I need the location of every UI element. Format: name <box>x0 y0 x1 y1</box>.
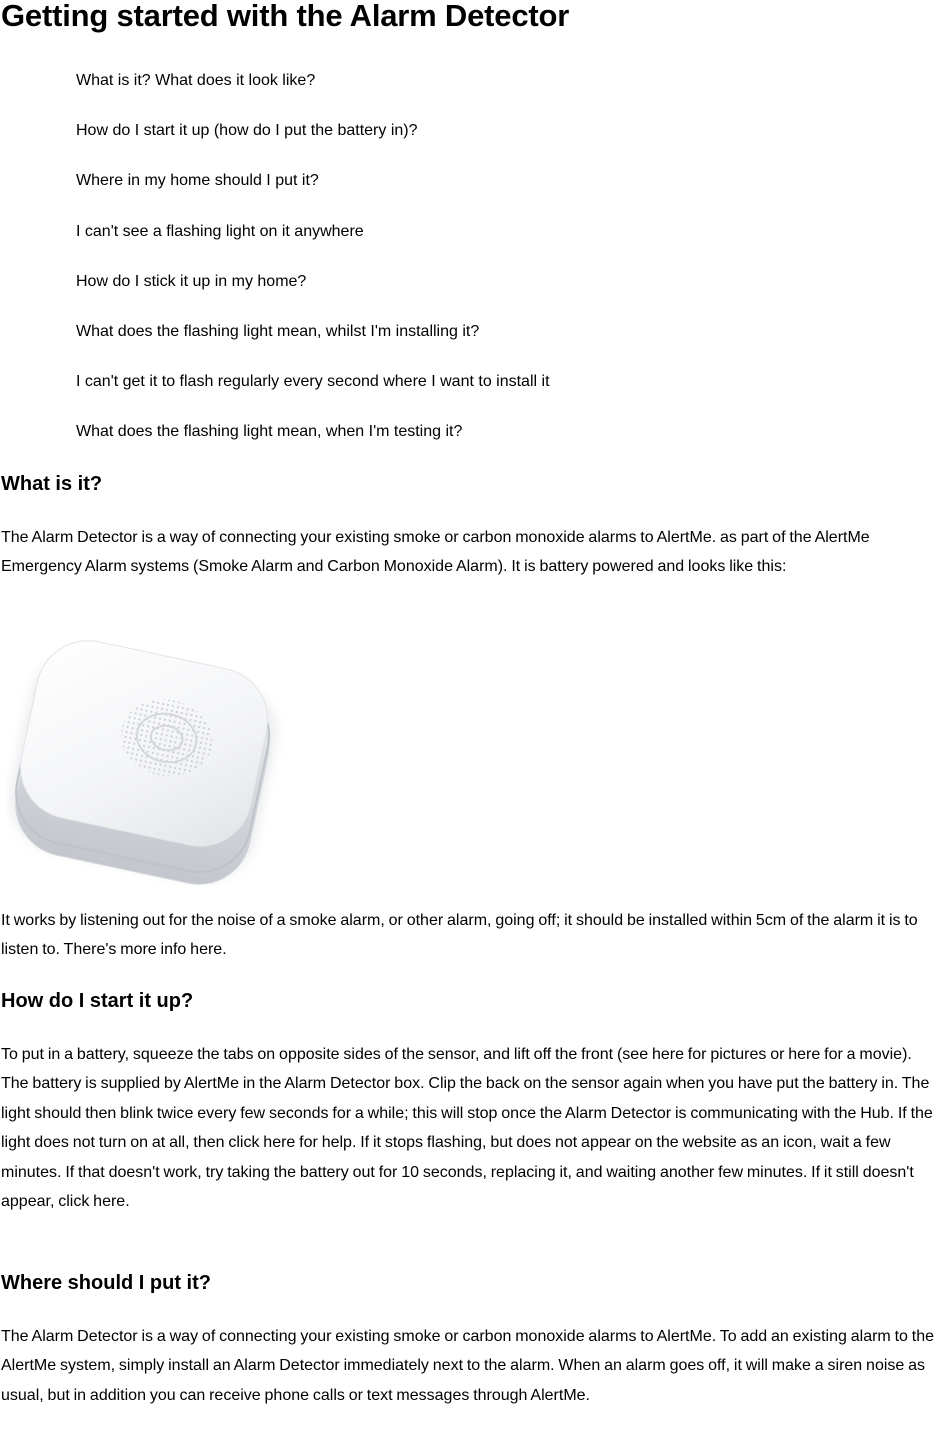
toc-item[interactable] <box>76 168 550 218</box>
toc-item[interactable] <box>76 369 550 419</box>
section-paragraph: It works by listening out for the noise of a smoke alarm, or other alarm, going off; it should be installed within 5cm of the alarm it is to listen to. There's more info here. <box>1 912 918 959</box>
section-heading-what-is-it: What is it? <box>1 473 103 495</box>
toc-link[interactable]: What is it? What does it look like? <box>76 72 316 89</box>
toc-item[interactable] <box>76 319 550 369</box>
toc-item[interactable] <box>76 269 550 319</box>
toc-link[interactable]: I can't see a flashing light on it anywhere <box>76 222 364 240</box>
section-heading-start-it-up: How do I start it up? <box>1 990 194 1012</box>
section-paragraph: To put in a battery, squeeze the tabs on opposite sides of the sensor, and lift off the front (see here for pictures or here for a movie). The battery is supplied by AlertMe in the Alarm Detector box. Clip the back on the sensor again when you have put the battery in. The light should then blink twice every few seconds for a while; this will stop once the Alarm Detector is communicating with the Hub. If the light does not turn on at all, then click here for help. If it stops flashing, but does not appear on the website as an icon, wait a few minutes. If that doesn't work, try taking the battery out for 10 seconds, replacing it, and waiting another few minutes. If it still doesn't appear, click here. <box>1 1046 933 1211</box>
table-of-contents <box>76 68 550 470</box>
toc-link[interactable]: What does the flashing light mean, when I'm testing it? <box>76 423 463 441</box>
toc-item[interactable] <box>76 118 550 168</box>
toc-link[interactable]: I can't get it to flash regularly every second where I want to install it <box>76 373 550 391</box>
page-title: Getting started with the Alarm Detector <box>1 0 570 33</box>
section-heading-where-to-put: Where should I put it? <box>1 1272 211 1294</box>
section-paragraph: The Alarm Detector is a way of connecting your existing smoke or carbon monoxide alarms to AlertMe. as part of the AlertMe Emergency Alarm systems (Smoke Alarm and Carbon Monoxide Alarm). It is battery powered and looks like this: <box>1 529 870 576</box>
alarm-detector-device-image <box>6 640 288 886</box>
toc-item[interactable] <box>76 219 550 269</box>
toc-item[interactable] <box>76 68 550 118</box>
toc-link[interactable]: How do I stick it up in my home? <box>76 272 307 290</box>
toc-item[interactable] <box>76 419 550 469</box>
toc-link[interactable]: Where in my home should I put it? <box>76 172 319 190</box>
section-paragraph: The Alarm Detector is a way of connecting your existing smoke or carbon monoxide alarms to AlertMe. To add an existing alarm to the AlertMe system, simply install an Alarm Detector immediately next to the alarm. When an alarm goes off, it will make a siren noise as usual, but in addition you can receive phone calls or text messages through AlertMe. <box>1 1328 935 1404</box>
toc-link[interactable]: What does the flashing light mean, whilst I'm installing it? <box>76 322 480 340</box>
toc-link[interactable]: How do I start it up (how do I put the battery in)? <box>76 122 418 140</box>
